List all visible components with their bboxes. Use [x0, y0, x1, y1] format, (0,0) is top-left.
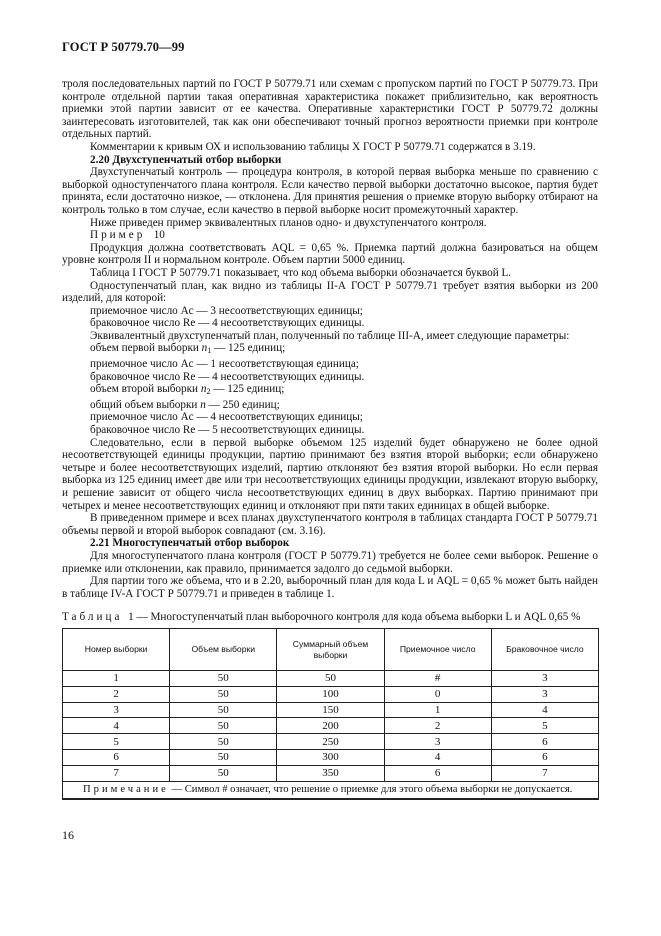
table-note-text: — Символ # означает, что решение о приемке для этого объема выборки не допускается. — [171, 783, 573, 795]
table-caption-text: 1 — Многоступенчатый план выборочного контроля для кода объема выборки L и AQL 0,65 % — [128, 611, 581, 623]
table-row — [63, 702, 599, 718]
variable-n: n — [200, 398, 206, 411]
table-row — [63, 686, 599, 702]
list-item-text: — 250 единиц; — [205, 398, 280, 411]
table-cell: 2 — [384, 718, 491, 734]
list-item: браковочное число Re — 4 несоответствующих единицы. — [90, 370, 365, 383]
list-item: приемочное число Ac — 1 несоответствующая единица; — [90, 358, 359, 371]
table-cell: 3 — [491, 686, 598, 702]
table-cell: 250 — [277, 734, 384, 750]
subscript: 1 — [207, 346, 212, 356]
paragraph: Таблица I ГОСТ Р 50779.71 показывает, что код объема выборки обозначается буквой L. — [90, 266, 512, 279]
paragraph: Двухступенчатый контроль — процедура контроля, в которой первая выборка меньше по сравнению с выборкой одноступенчатого плана контроля. Если качество первой выборки достаточно высокое, партия будет принята, если достаточно низкое, — отклонена. Для принятия решения о приемке вторую выборку отбирают на контроль только в том случае, если качество в первой выборке носит промежуточный характер. — [62, 166, 598, 216]
table-cell: 4 — [491, 702, 598, 718]
paragraph: Одноступенчатый план, как видно из таблицы II-А ГОСТ Р 50779.71 требует взятия выборки из 200 изделий, для которой: — [62, 279, 598, 305]
table-cell: 50 — [170, 671, 277, 687]
body-text — [62, 78, 598, 600]
table-cell: 50 — [170, 718, 277, 734]
table-cell: 50 — [277, 671, 384, 687]
list-item-text: — 125 единиц; — [210, 383, 285, 396]
table-row — [63, 671, 599, 687]
table-cell: 6 — [491, 749, 598, 765]
list-item — [62, 342, 598, 358]
table-row — [63, 765, 599, 781]
list-item-text: объем второй выборки — [90, 383, 201, 396]
table-cell: 50 — [170, 734, 277, 750]
table-cell: 50 — [170, 765, 277, 781]
list-item: приемочное число Ac — 4 несоответствующих единицы; — [90, 411, 363, 424]
paragraph: Продукция должна соответствовать AQL = 0,65 %. Приемка партий должна базироваться на общем уровне контроля II и нормальном контроле. Объем партии 5000 единиц. — [62, 241, 598, 267]
table-cell: 3 — [384, 734, 491, 750]
table-cell: 1 — [384, 702, 491, 718]
paragraph: Следовательно, если в первой выборке объемом 125 изделий будет обнаружено не более одной несоответствующей единицы продукции, партию принимают без взятия второй выборки; если обнаружено четыре и более несоответствующих изделий, партию отклоняют без взятия второй выборки. Но если первая выборка из 125 единиц имеет две или три несоответствующих единицы продукции, извлекают вторую выборку, и решение зависит от общего числа несоответствующих единиц в двух выборках. Партию принимают при четырех и менее несоответствующих единиц и отклоняют при пяти таких единицах в общей выборке. — [62, 436, 598, 512]
example-heading — [62, 229, 598, 242]
table-note-label: Примечание — [83, 783, 169, 795]
subscript: 2 — [206, 387, 211, 397]
paragraph: Для многоступенчатого плана контроля (ГОСТ Р 50779.71) требуется не более семи выборок. Решение о приемке или отклонении, как правило, принимается задолго до седьмой выборки. — [62, 549, 598, 575]
table-cell: 4 — [384, 749, 491, 765]
table-cell: 100 — [277, 686, 384, 702]
list-item-text: объем первой выборки — [90, 342, 202, 355]
table-cell: 3 — [491, 671, 598, 687]
table-cell: 6 — [63, 749, 170, 765]
column-header: Объем выборки — [170, 629, 277, 671]
paragraph: Комментарии к кривым ОХ и использованию таблицы X ГОСТ Р 50779.71 содержатся в 3.19. — [90, 140, 536, 153]
document-header: ГОСТ Р 50779.70—99 — [62, 40, 185, 54]
page-number: 16 — [62, 828, 74, 842]
example-number: 10 — [153, 229, 165, 242]
table-cell: 50 — [170, 686, 277, 702]
table-cell: 350 — [277, 765, 384, 781]
table-cell: 2 — [63, 686, 170, 702]
table-cell: 6 — [384, 765, 491, 781]
list-item — [62, 399, 598, 412]
paragraph: Для партии того же объема, что и в 2.20, выборочный план для кода L и AQL = 0,65 % может быть найден в таблице IV-А ГОСТ Р 50779.71 и приведен в таблице 1. — [62, 575, 598, 600]
table-cell: 1 — [63, 671, 170, 687]
table-caption-label: Таблица — [62, 611, 123, 623]
column-header: Суммарный объем выборки — [277, 629, 384, 671]
section-heading-2-21: 2.21 Многоступенчатый отбор выборок — [90, 537, 290, 550]
table-cell: 300 — [277, 749, 384, 765]
paragraph: Ниже приведен пример эквивалентных планов одно- и двухступенчатого контроля. — [90, 216, 487, 229]
table-cell: 5 — [491, 718, 598, 734]
paragraph: Эквивалентный двухступенчатый план, полученный по таблице III-А, имеет следующие параметры: — [90, 329, 570, 342]
paragraph: троля последовательных партий по ГОСТ Р 50779.71 или схемам с пропуском партий по ГОСТ Р 50779.73. При контроле отдельной партии такая оперативная характеристика покажет приблизительно, как вероятность приемки этой партии зависит от ее качества. Оперативные характеристики ГОСТ Р 50779.72 должны заинтересовать изготовителей, так как они обеспечивают точный прогноз вероятности приемки при контроле отдельных партий. — [62, 78, 598, 141]
table-cell: 3 — [63, 702, 170, 718]
column-header: Номер выборки — [63, 629, 170, 671]
list-item: браковочное число Re — 5 несоответствующих единицы. — [90, 424, 365, 437]
variable-n: n — [201, 342, 208, 355]
table-cell: 6 — [491, 734, 598, 750]
list-item — [62, 383, 598, 399]
list-item-text: общий объем выборки — [90, 398, 201, 411]
list-item: приемочное число Ac — 3 несоответствующих единицы; — [90, 304, 363, 317]
table-cell: 4 — [63, 718, 170, 734]
section-heading-2-20: 2.20 Двухступенчатый отбор выборки — [90, 153, 282, 166]
table-cell: 7 — [63, 765, 170, 781]
table-cell: 0 — [384, 686, 491, 702]
table-row — [63, 734, 599, 750]
table-caption — [62, 611, 602, 624]
table-cell: 7 — [491, 765, 598, 781]
table-row — [63, 749, 599, 765]
sampling-plan-table — [62, 628, 599, 800]
table-note — [63, 781, 599, 799]
list-item: браковочное число Re — 4 несоответствующих единицы. — [90, 317, 365, 330]
column-header: Приемочное число — [384, 629, 491, 671]
table-cell: 150 — [277, 702, 384, 718]
table-note-row — [63, 781, 599, 799]
variable-n: n — [200, 383, 207, 396]
table-header-row — [63, 629, 599, 671]
column-header: Браковочное число — [491, 629, 598, 671]
table-cell: 200 — [277, 718, 384, 734]
table-cell: 50 — [170, 702, 277, 718]
list-item-text: — 125 единиц; — [211, 342, 286, 355]
paragraph: В приведенном примере и всех планах двухступенчатого контроля в таблицах стандарта ГОСТ Р 50779.71 объемы первой и второй выборок совпадают (см. 3.16). — [62, 512, 598, 537]
example-label: Пример — [90, 229, 146, 242]
table-cell: # — [384, 671, 491, 687]
table-row — [63, 718, 599, 734]
table-cell: 5 — [63, 734, 170, 750]
table-cell: 50 — [170, 749, 277, 765]
